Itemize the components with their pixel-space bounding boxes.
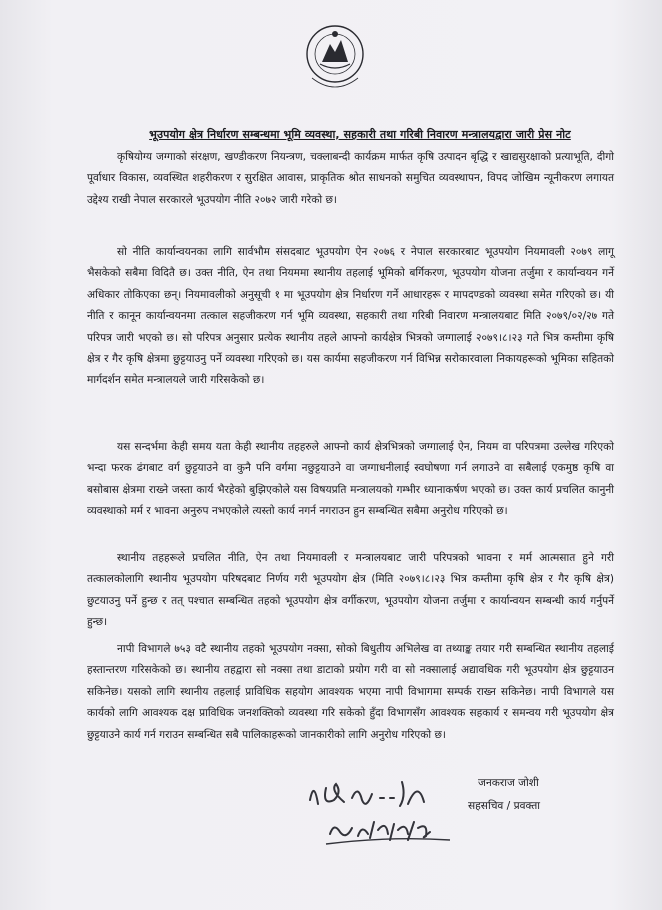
- signature-scribble-icon: [300, 770, 475, 850]
- paragraph-4-text: स्थानीय तहहरूले प्रचलित नीति, ऐन तथा नियमावली र मन्त्रालयबाट जारी परिपत्रको भावना र मर्म आत्मसात हुने गरी तत्कालकोलागि स्थानीय भूउपयोग परिषदबाट निर्णय गरी भूउपयोग क्षेत्र (मिति २०७९।८।२३ भित्र कम्तीमा कृषि क्षेत्र र गैर कृषि क्षेत्र) छुटयाउनु पर्ने हुन्छ र तत् पश्चात सम्बन्धित तहको भूउपयोग क्षेत्र वर्गीकरण, भूउपयोग योजना तर्जुमा र कार्यान्वयन सम्बन्धी कार्य गर्नुपर्ने हुन्छ।: [87, 552, 614, 629]
- paragraph-4: [87, 548, 614, 634]
- paragraph-2: [87, 242, 614, 392]
- government-emblem: [292, 18, 378, 104]
- paragraph-5: [87, 639, 614, 746]
- signatory-title: सहसचिव / प्रवक्ता: [468, 800, 540, 812]
- signatory-name: जनकराज जोशी: [478, 777, 539, 789]
- handwritten-signature: [300, 770, 475, 850]
- paragraph-2-text: सो नीति कार्यान्वयनका लागि सार्वभौम संसदबाट भूउपयोग ऐन २०७६ र नेपाल सरकारबाट भूउपयोग नियमावली २०७९ लागू भैसकेको सबैमा विदितै छ। उक्त नीति, ऐन तथा नियममा स्थानीय तहलाई भूमिको बर्गिकरण, भूउपयोग योजना तर्जुमा र कार्यान्वयन गर्ने अधिकार तोकिएका छन्। नियमावलीको अनुसूची १ मा भूउपयोग क्षेत्र निर्धारण गर्ने आधारहरू र मापदण्डको व्यवस्था समेत गरिएको छ। यी नीति र कानून कार्यान्वयनमा तत्काल सहजीकरण गर्न भूमि व्यवस्था, सहकारी तथा गरिबी निवारण मन्त्रालयबाट मिति २०७९/०२/२७ गते परिपत्र जारी भएको छ। सो परिपत्र अनुसार प्रत्येक स्थानीय तहले आफ्नो कार्यक्षेत्र भित्रको जग्गालाई २०७९।८।२३ गते भित्र कम्तीमा कृषि क्षेत्र र गैर कृषि क्षेत्रमा छुट्टयाउनु पर्ने व्यवस्था गरिएको छ। यस कार्यमा सहजीकरण गर्न विभिन्न सरोकारवाला निकायहरूको भूमिका सहितको मार्गदर्शन समेत मन्त्रालयले जारी गरिसकेको छ।: [87, 246, 614, 387]
- paragraph-1-text: कृषियोग्य जग्गाको संरक्षण, खण्डीकरण नियन्त्रण, चक्लाबन्दी कार्यक्रम मार्फत कृषि उत्पादन बृद्धि र खाद्यसुरक्षाको प्रत्याभूति, दीगो पूर्वाधार विकास, व्यवस्थित शहरीकरण र सुरक्षित आवास, प्राकृतिक श्रोत साधनको समुचित व्यवस्थापन, विपद जोखिम न्यूनीकरण लगायत उद्देश्य राखी नेपाल सरकारले भूउपयोग नीति २०७२ जारी गरेको छ।: [87, 151, 614, 206]
- paragraph-3-text: यस सन्दर्भमा केही समय यता केही स्थानीय तहहरुले आफ्नो कार्य क्षेत्रभित्रको जग्गालाई ऐन, नियम वा परिपत्रमा उल्लेख गरिएको भन्दा फरक ढंगबाट वर्ग छुट्टयाउने वा कुनै पनि वर्गमा नछुट्टयाउने वा जग्गाधनीलाई स्वघोषणा गर्न लगाउने वा सबैलाई एकमुष्ठ कृषि वा बसोबास क्षेत्रमा राख्ने जस्ता कार्य भैरहेको बुझिएकोले यस विषयप्रति मन्त्रालयको गम्भीर ध्यानाकर्षण भएको छ। उक्त कार्य प्रचलित कानुनी व्यवस्थाको मर्म र भावना अनुरुप नभएकोले त्यस्तो कार्य नगर्न नगराउन हुन सम्बन्धित सबैमा अनुरोध गरिएको छ।: [87, 441, 614, 518]
- paragraph-5-text: नापी विभागले ७५३ वटै स्थानीय तहको भूउपयोग नक्सा, सोको बिधुतीय अभिलेख वा तथ्याङ्क तयार गरी सम्बन्धित स्थानीय तहलाई हस्तान्तरण गरिसकेको छ। स्थानीय तहद्वारा सो नक्सा तथा डाटाको प्रयोग गरी वा सो नक्सालाई अद्यावधिक गरी भूउपयोग क्षेत्र छुट्टयाउन सकिनेछ। यसको लागि स्थानीय तहलाई प्राविधिक सहयोग आवश्यक भएमा नापी विभागमा सम्पर्क राख्न सकिनेछ। नापी विभागले यस कार्यको लागि आवश्यक दक्ष प्राविधिक जनशक्तिको व्यवस्था गरि सकेको हुँदा विभागसँग आवश्यक सहकार्य र समन्वय गरी भूउपयोग क्षेत्र छुट्टयाउने कार्य गर्न गराउन सम्बन्धित सबै पालिकाहरूको जानकारीको लागि अनुरोध गरिएको छ।: [87, 643, 614, 741]
- paragraph-3: [87, 437, 614, 523]
- paragraph-1: [87, 147, 614, 211]
- press-note-title: भूउपयोग क्षेत्र निर्धारण सम्बन्धमा भूमि व्यवस्था, सहकारी तथा गरिबी निवारण मन्त्रालयद्वारा जारी प्रेस नोट: [149, 128, 571, 141]
- emblem-seal-icon: [292, 18, 378, 104]
